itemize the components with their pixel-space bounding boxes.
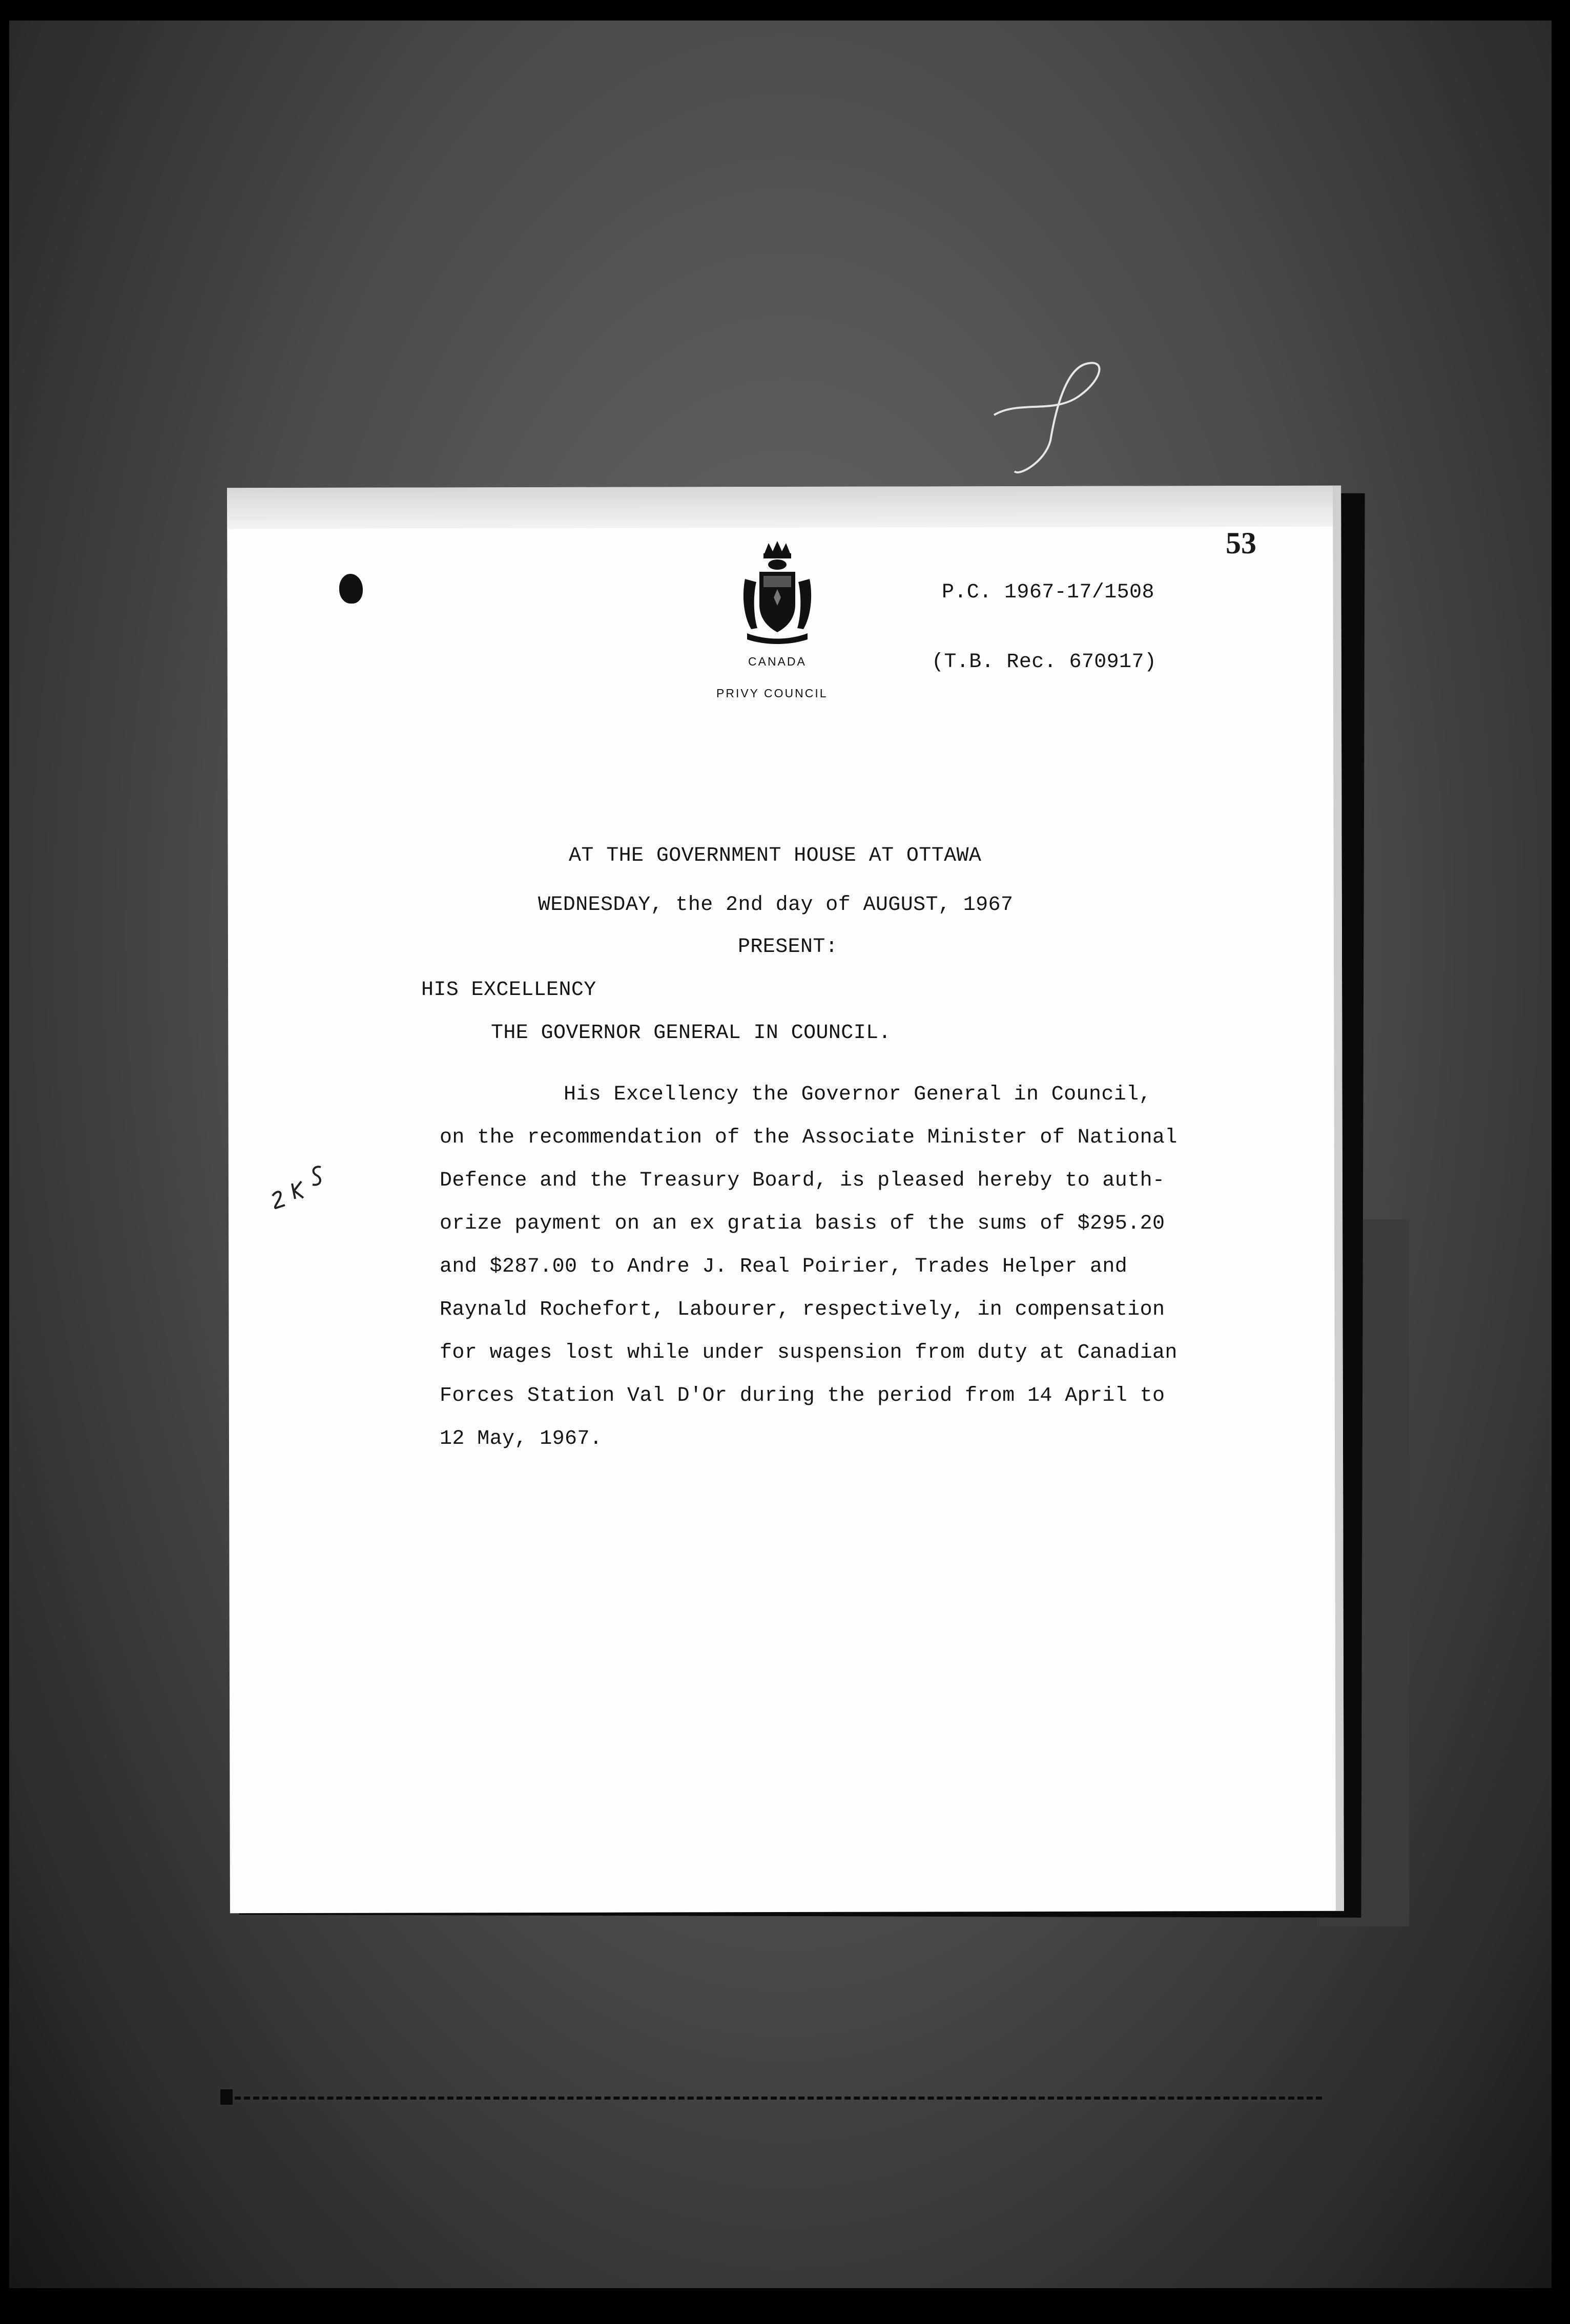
- film-border-bottom: [0, 2288, 1570, 2324]
- ruler-line: [225, 2097, 1322, 2100]
- heading-present: PRESENT:: [738, 936, 838, 959]
- ruler-tick: [220, 2089, 233, 2105]
- body-line: and $287.00 to Andre J. Real Poirier, Trades Helper and: [440, 1255, 1128, 1278]
- body-line: Forces Station Val D'Or during the period from 14 April to: [440, 1384, 1165, 1407]
- punch-hole-mark: [339, 574, 363, 604]
- paper-top-strip: [227, 486, 1341, 529]
- crest-caption-country: CANADA: [748, 655, 807, 668]
- body-line: 12 May, 1967.: [440, 1427, 603, 1450]
- body-line: for wages lost while under suspension from duty at Canadian: [440, 1341, 1178, 1364]
- body-line: on the recommendation of the Associate Minister of National: [440, 1126, 1178, 1149]
- crest-caption-body: PRIVY COUNCIL: [716, 687, 828, 700]
- body-line: Defence and the Treasury Board, is pleased hereby to auth-: [440, 1169, 1165, 1192]
- heading-place: AT THE GOVERNMENT HOUSE AT OTTAWA: [569, 844, 982, 867]
- order-number: P.C. 1967-17/1508: [942, 581, 1154, 604]
- attendance-line-1: HIS EXCELLENCY: [421, 979, 596, 1002]
- treasury-board-reference: (T.B. Rec. 670917): [932, 651, 1157, 674]
- body-line: Raynald Rochefort, Labourer, respectively, in compensation: [440, 1298, 1165, 1321]
- thread-scribble: [979, 354, 1112, 482]
- margin-annotation: [270, 1158, 331, 1214]
- attendance-line-2: THE GOVERNOR GENERAL IN COUNCIL.: [491, 1022, 891, 1045]
- body-line: orize payment on an ex gratia basis of the sums of $295.20: [440, 1212, 1165, 1235]
- film-border-left: [0, 0, 9, 2324]
- heading-date: WEDNESDAY, the 2nd day of AUGUST, 1967: [538, 894, 1014, 917]
- body-line: His Excellency the Governor General in Council,: [564, 1083, 1151, 1106]
- page-number: 53: [1226, 526, 1256, 560]
- film-border-right: [1552, 0, 1570, 2324]
- coat-of-arms-icon: [740, 538, 815, 646]
- film-border-top: [0, 0, 1570, 20]
